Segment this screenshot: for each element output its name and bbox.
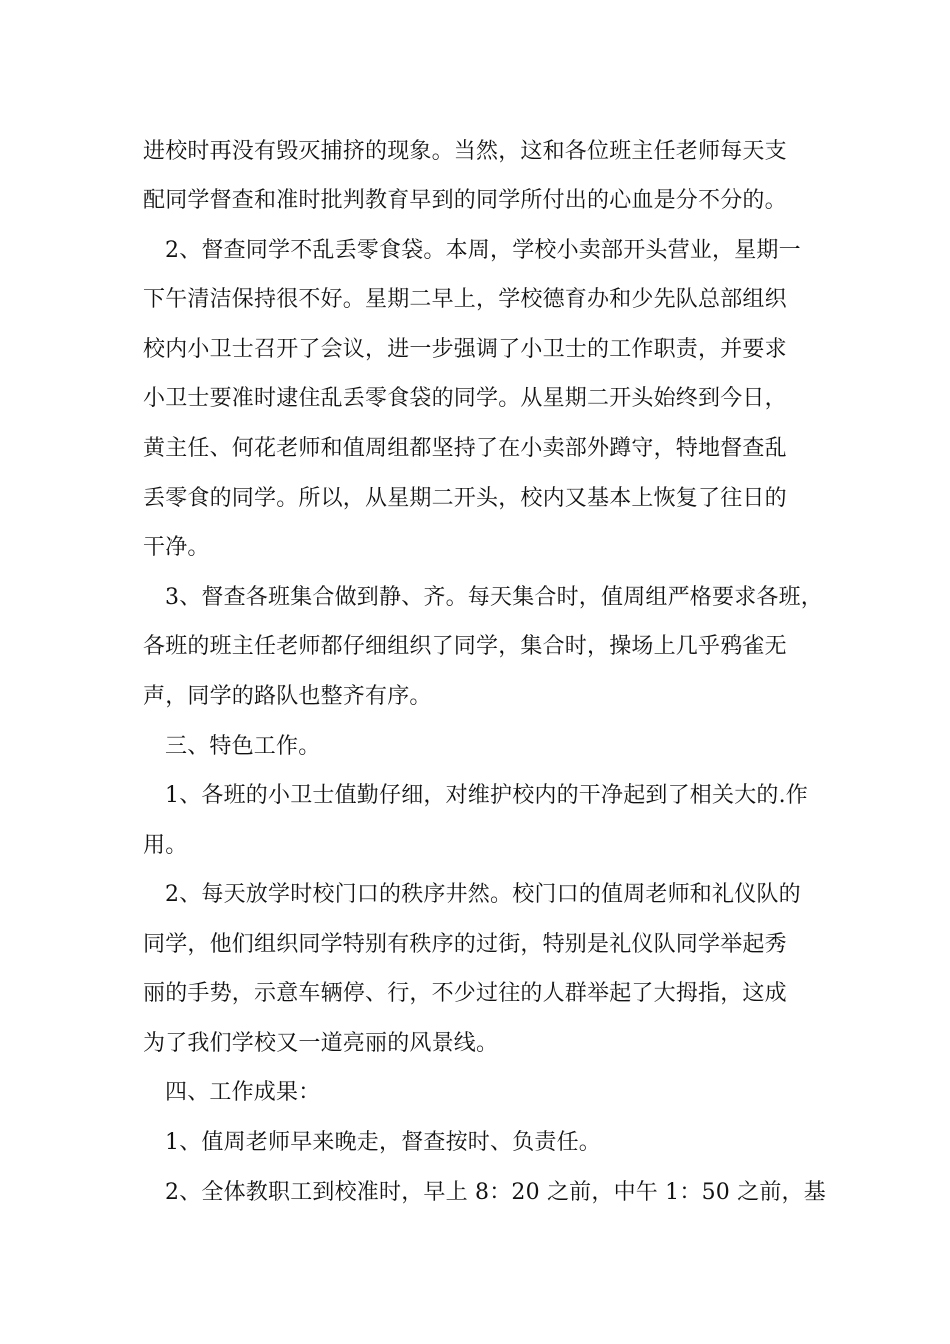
text-line: 下午清洁保持很不好。星期二早上，学校德育办和少先队总部组织 xyxy=(143,287,787,312)
text-line: 丽的手势，示意车辆停、行，不少过往的人群举起了大拇指，这成 xyxy=(143,981,787,1006)
text-line: 小卫士要准时逮住乱丢零食袋的同学。从星期二开头始终到今日， xyxy=(143,386,787,411)
text-line: 2、全体教职工到校准时，早上 8：20 之前，中午 1：50 之前，基 xyxy=(165,1180,826,1205)
text-line: 声，同学的路队也整齐有序。 xyxy=(143,684,432,709)
text-line: 各班的班主任老师都仔细组织了同学，集合时，操场上几乎鸦雀无 xyxy=(143,634,787,659)
text-line: 3、督查各班集合做到静、齐。每天集合时，值周组严格要求各班， xyxy=(165,585,823,610)
section-heading: 三、特色工作。 xyxy=(165,734,321,759)
section-heading: 四、工作成果： xyxy=(165,1080,321,1105)
text-line: 同学，他们组织同学特别有秩序的过街，特别是礼仪队同学举起秀 xyxy=(143,932,787,957)
text-line: 进校时再没有毁灭捕挤的现象。当然，这和各位班主任老师每天支 xyxy=(143,139,787,164)
text-line: 黄主任、何花老师和值周组都坚持了在小卖部外蹲守，特地督查乱 xyxy=(143,436,787,461)
text-line: 干净。 xyxy=(143,535,210,560)
text-line: 1、各班的小卫士值勤仔细，对维护校内的干净起到了相关大的.作 xyxy=(165,783,808,808)
text-line: 校内小卫士召开了会议，进一步强调了小卫士的工作职责，并要求 xyxy=(143,337,787,362)
text-line: 用。 xyxy=(143,833,188,858)
text-line: 为了我们学校又一道亮丽的风景线。 xyxy=(143,1031,499,1056)
text-line: 2、督查同学不乱丢零食袋。本周，学校小卖部开头营业，星期一 xyxy=(165,238,801,263)
text-line: 配同学督查和准时批判教育早到的同学所付出的心血是分不分的。 xyxy=(143,188,787,213)
text-line: 1、值周老师早来晚走，督查按时、负责任。 xyxy=(165,1130,601,1155)
text-line: 丢零食的同学。所以，从星期二开头，校内又基本上恢复了往日的 xyxy=(143,486,787,511)
text-line: 2、每天放学时校门口的秩序井然。校门口的值周老师和礼仪队的 xyxy=(165,882,801,907)
